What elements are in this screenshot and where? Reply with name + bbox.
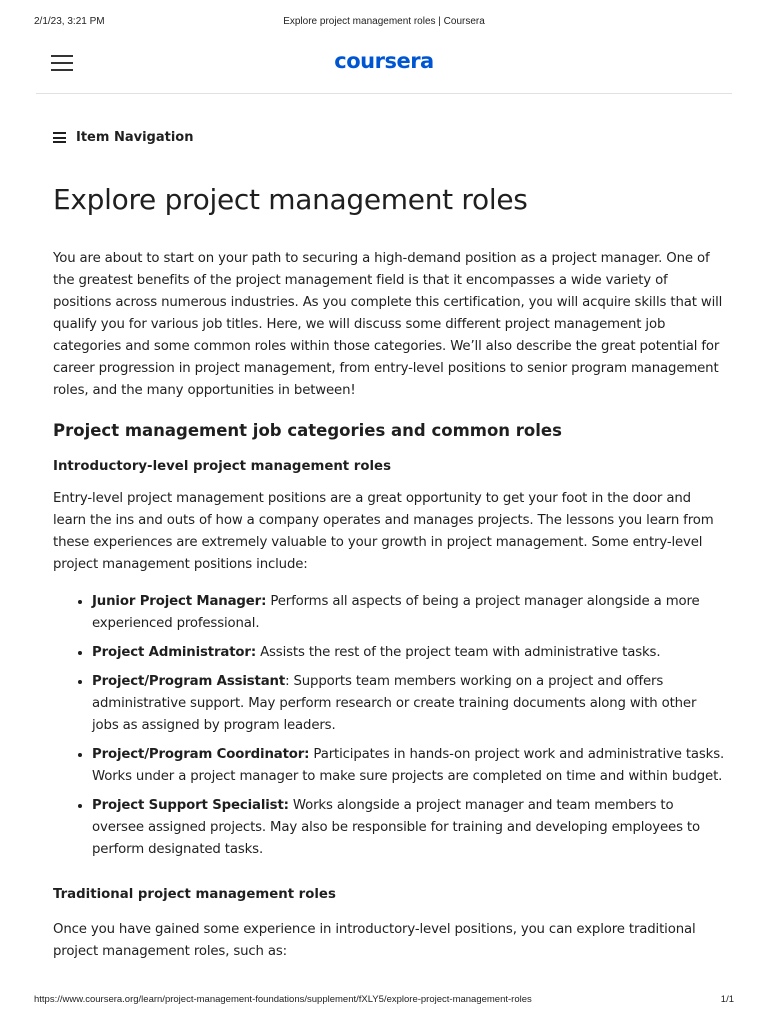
print-page-number: 1/1 (720, 994, 734, 1005)
print-page-title: Explore project management roles | Coursera (283, 16, 485, 27)
role-description: : Supports team members working on a project and offers administrative support. May perform research or create training documents along with other jobs as assigned by program leaders. (92, 674, 697, 733)
list-item (92, 795, 725, 861)
role-description: Works alongside a project manager and team members to oversee assigned projects. May also be responsible for training and developing employees to perform designated tasks. (92, 798, 700, 857)
print-footer (34, 994, 734, 1006)
list-item (92, 642, 725, 664)
print-datetime: 2/1/23, 3:21 PM (34, 16, 105, 27)
top-navigation-bar (36, 40, 732, 94)
role-title: Project/Program Assistant (92, 674, 286, 689)
role-title: Project/Program Coordinator: (92, 747, 310, 762)
role-title: Project Support Specialist: (92, 798, 289, 813)
list-menu-icon (53, 132, 66, 143)
intro-paragraph: You are about to start on your path to securing a high-demand position as a project manager. One of the greatest benefits of the project management field is that it encompasses a wide variety of positions across numerous industries. As you complete this certification, you will acquire skills that will qualify you for various job titles. Here, we will discuss some different project management job categories and some common roles within those categories. We’ll also describe the great potential for career progression in project management, from entry-level positions to senior program management roles, and the many opportunities in between! (53, 251, 723, 398)
traditional-paragraph: Once you have gained some experience in introductory-level positions, you can explore traditional project management roles, such as: (53, 922, 696, 959)
section-heading: Project management job categories and common roles (53, 421, 562, 440)
page-title: Explore project management roles (53, 183, 528, 216)
role-title: Project Administrator: (92, 645, 256, 660)
subsection-heading-traditional: Traditional project management roles (53, 887, 336, 902)
article-content (53, 180, 725, 963)
list-item (92, 591, 725, 635)
introductory-paragraph: Entry-level project management positions are a great opportunity to get your foot in the door and learn the ins and outs of how a company operates and manages projects. The lessons you learn from these experiences are extremely valuable to your growth in project management. Some entry-level project management positions include: (53, 491, 714, 572)
subsection-heading-introductory: Introductory-level project management roles (53, 459, 391, 474)
role-description: Assists the rest of the project team with administrative tasks. (256, 645, 661, 660)
item-navigation-button[interactable] (53, 130, 193, 145)
print-header (34, 16, 734, 30)
entry-level-roles-list (53, 591, 725, 861)
role-description: Performs all aspects of being a project manager alongside a more experienced professional. (92, 594, 700, 631)
item-navigation-label: Item Navigation (76, 130, 194, 145)
print-url[interactable]: https://www.coursera.org/learn/project-management-foundations/supplement/fXLY5/explore-project-management-roles (34, 994, 532, 1005)
list-item (92, 744, 725, 788)
coursera-logo[interactable]: coursera (334, 49, 434, 73)
list-item (92, 671, 725, 737)
role-description: Participates in hands-on project work and administrative tasks. Works under a project manager to make sure projects are completed on time and within budget. (92, 747, 725, 784)
role-title: Junior Project Manager: (92, 594, 267, 609)
